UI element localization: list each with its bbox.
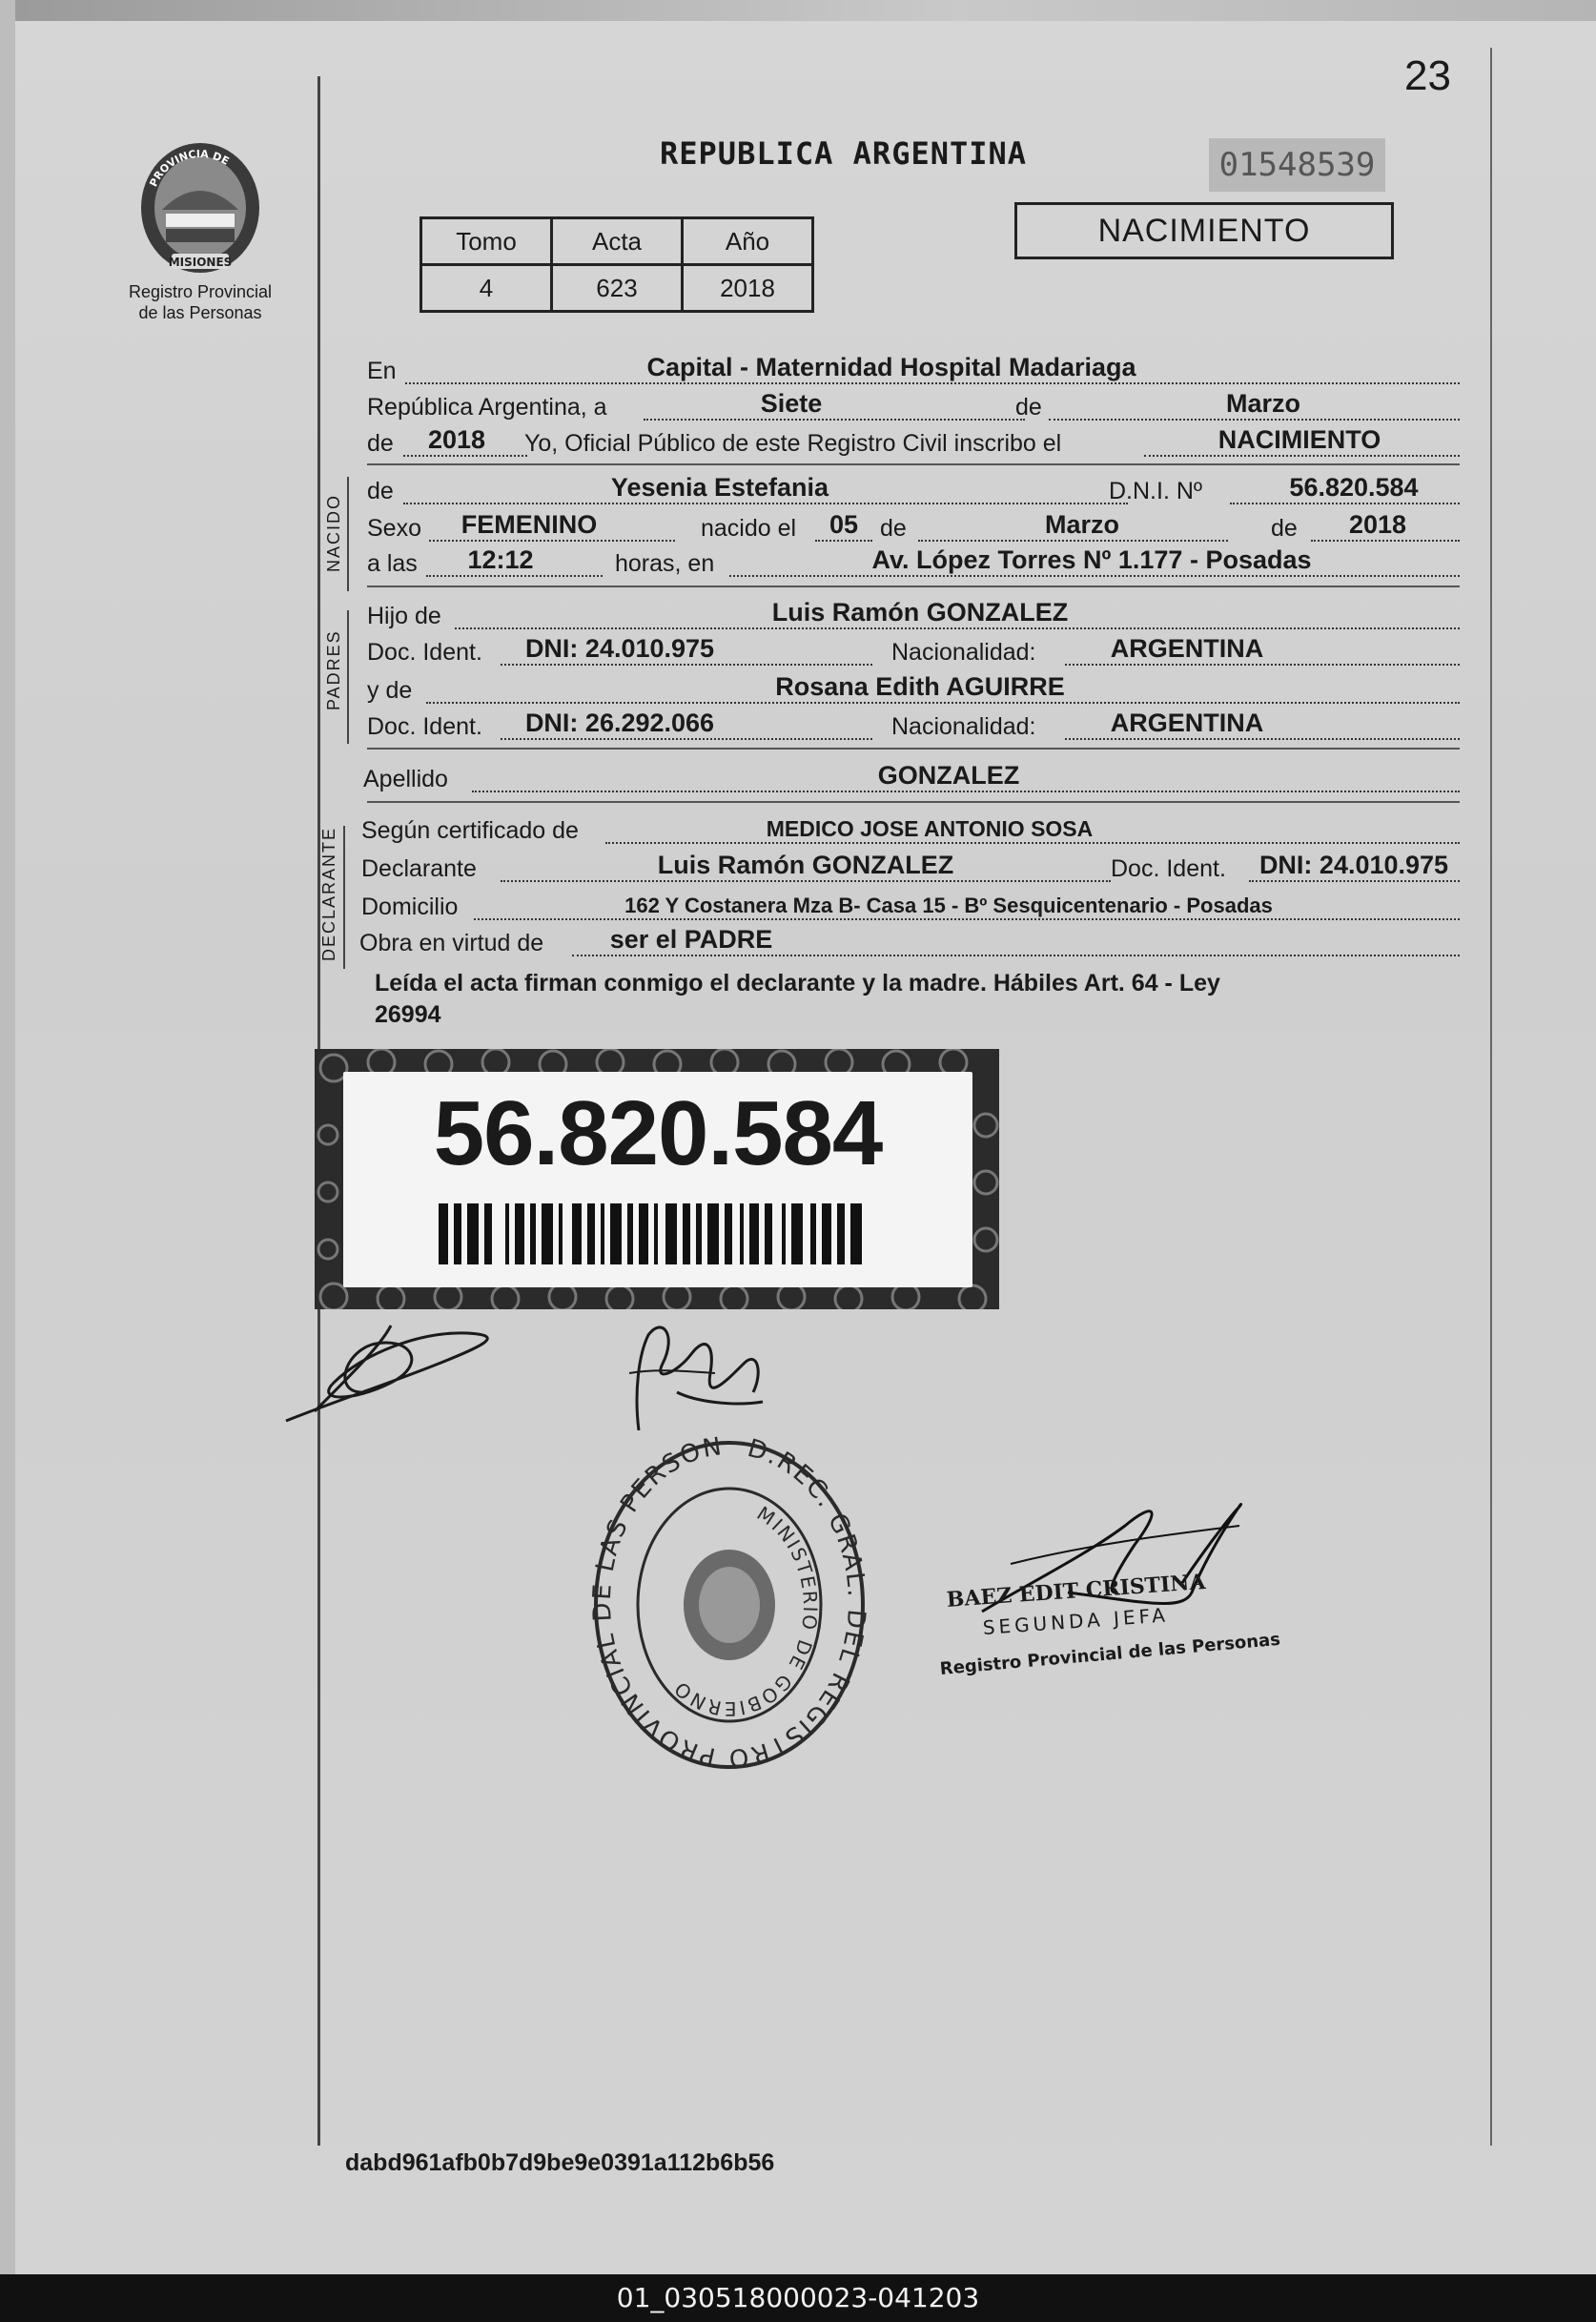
page-number: 23 xyxy=(1404,52,1451,99)
month-value: Marzo xyxy=(1225,389,1300,418)
alas-label: a las xyxy=(367,550,418,577)
doc-label-2: Doc. Ident. xyxy=(367,713,482,740)
year-value: 2018 xyxy=(427,425,486,454)
madre-nacionalidad: ARGENTINA xyxy=(1110,709,1264,737)
declarante-doc-label: Doc. Ident. xyxy=(1111,855,1226,882)
sticker-inner xyxy=(343,1072,972,1287)
dotted-line xyxy=(501,880,1111,882)
row-oficial xyxy=(367,425,1460,463)
nacido-side-label: NACIDO xyxy=(324,493,343,572)
declarante-bracket xyxy=(343,826,345,969)
yde-label: y de xyxy=(367,677,413,704)
padre-nacionalidad: ARGENTINA xyxy=(1110,634,1264,663)
apellido-value: GONZALEZ xyxy=(877,761,1020,790)
scan-edge-top xyxy=(0,0,1596,21)
padres-bracket xyxy=(347,610,349,744)
acta-header: Acta xyxy=(552,218,683,265)
nacido-dia: 05 xyxy=(829,510,859,539)
en-value: Capital - Maternidad Hospital Madariaga xyxy=(646,353,1136,381)
dotted-line xyxy=(1065,738,1460,740)
id-sticker xyxy=(315,1049,999,1309)
sexo-value: FEMENINO xyxy=(460,510,598,539)
padre-name: Luis Ramón GONZALEZ xyxy=(771,598,1069,627)
dotted-line xyxy=(403,503,1128,504)
mother-signature-icon xyxy=(276,1316,524,1430)
sticker-number: 56.820.584 xyxy=(433,1082,883,1184)
svg-text:D.REC. GRAL. DEL REGISTRO PROV: D.REC. GRAL. DEL REGISTRO PROVINCIAL DE LAS PERSON xyxy=(587,1435,871,1773)
row-declarante xyxy=(361,851,1460,889)
obra-label: Obra en virtud de xyxy=(359,930,544,956)
obra-value: ser el PADRE xyxy=(609,925,773,954)
nacionalidad-label-2: Nacionalidad: xyxy=(891,713,1036,740)
domicilio-value: 162 Y Costanera Mza B- Casa 15 - Bº Sesquicentenario - Posadas xyxy=(624,894,1273,917)
dotted-line xyxy=(729,575,1460,577)
serial-number: 01548539 xyxy=(1209,138,1385,192)
dotted-line xyxy=(429,540,675,542)
province-logo xyxy=(133,134,267,277)
domicilio-label: Domicilio xyxy=(361,894,459,920)
document-hash: dabd961afb0b7d9be9e0391a112b6b56 xyxy=(345,2149,775,2176)
nacido-anio: 2018 xyxy=(1348,510,1407,539)
dotted-line xyxy=(501,738,872,740)
dotted-line xyxy=(501,664,872,666)
de-label: de xyxy=(1015,394,1042,421)
dotted-line xyxy=(403,455,527,457)
dotted-line xyxy=(918,540,1228,542)
registry-table xyxy=(419,216,814,313)
dotted-line xyxy=(455,627,1460,629)
row-en xyxy=(367,353,1460,391)
dotted-line xyxy=(426,702,1460,704)
right-margin-line xyxy=(1490,48,1492,2146)
madre-doc: DNI: 26.292.066 xyxy=(524,709,715,737)
document-title: REPUBLICA ARGENTINA xyxy=(660,135,1028,172)
row-fecha xyxy=(367,389,1460,427)
certificado-value: MEDICO JOSE ANTONIO SOSA xyxy=(766,816,1094,841)
horas-label: horas, en xyxy=(615,550,715,577)
row-madre-doc xyxy=(367,709,1460,747)
seal-stamp-icon xyxy=(586,1435,872,1778)
tomo-value: 4 xyxy=(421,265,552,312)
republica-label: República Argentina, a xyxy=(367,394,607,421)
logo-caption-1: Registro Provincial xyxy=(128,282,273,301)
certificate-type-box: NACIMIENTO xyxy=(1014,202,1394,259)
declarante-label: Declarante xyxy=(361,855,477,882)
nacido-de1: de xyxy=(880,515,907,542)
lugar-value: Av. López Torres Nº 1.177 - Posadas xyxy=(871,545,1312,574)
logo-caption-2: de las Personas xyxy=(138,303,262,322)
section-divider xyxy=(367,463,1460,465)
dotted-line xyxy=(644,419,1025,421)
apellido-label: Apellido xyxy=(363,766,448,792)
declarante-value: Luis Ramón GONZALEZ xyxy=(657,851,954,879)
en-label: En xyxy=(367,358,397,384)
dni-value: 56.820.584 xyxy=(1289,473,1419,502)
dotted-line xyxy=(815,540,872,542)
dotted-line xyxy=(572,955,1460,956)
inscribo-value: NACIMIENTO xyxy=(1217,425,1381,454)
barcode-icon xyxy=(439,1203,877,1264)
row-padre-doc xyxy=(367,634,1460,672)
dotted-line xyxy=(1049,419,1460,421)
nacido-mes: Marzo xyxy=(1044,510,1119,539)
row-certificado xyxy=(361,812,1460,851)
dotted-line xyxy=(1065,664,1460,666)
row-nombre xyxy=(367,473,1460,511)
dotted-line xyxy=(605,842,1460,844)
official-title: SEGUNDA JEFA xyxy=(982,1603,1170,1639)
scan-footer-id: 01_030518000023-041203 xyxy=(0,2274,1596,2322)
nacido-label: nacido el xyxy=(701,515,797,542)
section-divider xyxy=(367,586,1460,587)
coat-of-arms-icon xyxy=(133,134,267,277)
hora-value: 12:12 xyxy=(467,545,534,574)
row-padre xyxy=(367,598,1460,636)
scan-edge-left xyxy=(0,0,15,2274)
row-madre xyxy=(367,672,1460,710)
row-obra xyxy=(359,925,1460,963)
nacionalidad-label: Nacionalidad: xyxy=(891,639,1036,666)
nombre-value: Yesenia Estefania xyxy=(610,473,829,502)
anio-header: Año xyxy=(683,218,813,265)
row-apellido xyxy=(363,761,1460,799)
anio-value: 2018 xyxy=(683,265,813,312)
official-office: Registro Provincial de las Personas xyxy=(939,1629,1281,1679)
dotted-line xyxy=(474,918,1460,920)
row-sexo xyxy=(367,510,1460,548)
declarant-signature-icon xyxy=(620,1316,772,1440)
svg-text:MISIONES: MISIONES xyxy=(168,256,233,269)
sexo-label: Sexo xyxy=(367,515,421,542)
madre-name: Rosana Edith AGUIRRE xyxy=(775,672,1065,701)
year-prefix: de xyxy=(367,430,394,457)
nombre-label: de xyxy=(367,478,394,504)
dotted-line xyxy=(426,575,603,577)
dotted-line xyxy=(1311,540,1460,542)
dotted-line xyxy=(1230,503,1460,504)
official-name: BAEZ EDIT CRISTINA xyxy=(946,1570,1207,1613)
official-seal xyxy=(586,1435,872,1778)
section-divider xyxy=(367,801,1460,803)
note-line-1: Leída el acta firman conmigo el declarante y la madre. Hábiles Art. 64 - Ley xyxy=(375,970,1220,997)
section-divider xyxy=(367,748,1460,750)
nacido-de2: de xyxy=(1271,515,1298,542)
nacido-bracket xyxy=(347,477,349,591)
dotted-line xyxy=(472,791,1460,792)
dotted-line xyxy=(1249,880,1460,882)
tomo-header: Tomo xyxy=(421,218,552,265)
padres-side-label: PADRES xyxy=(324,629,343,710)
note-line-2: 26994 xyxy=(375,1001,441,1028)
row-domicilio xyxy=(361,889,1460,927)
oficial-text: Yo, Oficial Público de este Registro Civil inscribo el xyxy=(524,430,1062,457)
padre-doc: DNI: 24.010.975 xyxy=(524,634,715,663)
doc-label: Doc. Ident. xyxy=(367,639,482,666)
day-value: Siete xyxy=(760,389,823,418)
svg-text:PROVINCIA DE: PROVINCIA DE xyxy=(147,147,232,189)
declarante-doc: DNI: 24.010.975 xyxy=(1258,851,1449,879)
hijo-label: Hijo de xyxy=(367,603,441,629)
certificado-label: Según certificado de xyxy=(361,817,579,844)
acta-value: 623 xyxy=(552,265,683,312)
dotted-line xyxy=(1144,455,1460,457)
dotted-line xyxy=(405,382,1460,384)
declarante-side-label: DECLARANTE xyxy=(319,826,338,961)
dni-label: D.N.I. Nº xyxy=(1109,478,1203,504)
row-hora xyxy=(367,545,1460,584)
svg-text:MINISTERIO DE GOBIERNO: MINISTERIO DE GOBIERNO xyxy=(668,1501,823,1721)
